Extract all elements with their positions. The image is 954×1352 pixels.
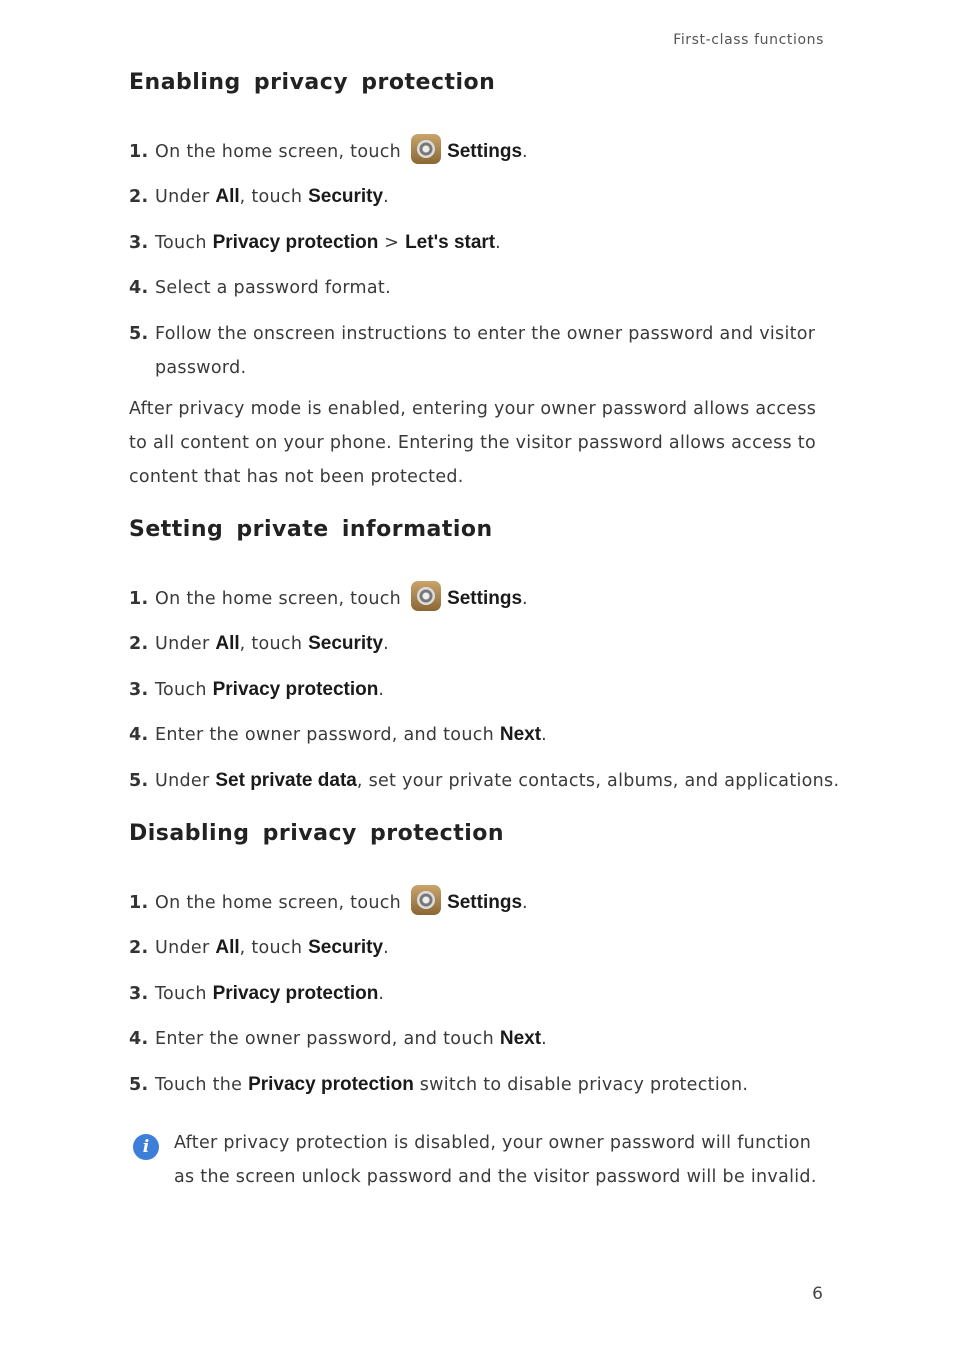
settings-icon	[411, 134, 441, 164]
step-text: switch to disable privacy protection.	[413, 1075, 749, 1095]
step-text: Under	[155, 938, 216, 958]
step-bold: Settings	[447, 141, 523, 162]
step	[129, 226, 849, 260]
paragraph: After privacy mode is enabled, entering your owner password allows access to all content on your phone. Entering the visitor password allows access to content that has not been protected.	[129, 399, 817, 487]
step-text: .	[522, 893, 528, 913]
step	[129, 764, 849, 798]
step-number: 2.	[129, 634, 149, 654]
step-text: , touch	[239, 938, 309, 958]
step-text: >	[378, 233, 406, 253]
step-text: On the home screen, touch	[155, 589, 402, 609]
step-bold: Privacy protection	[212, 679, 379, 700]
step-number: 2.	[129, 187, 149, 207]
step	[129, 931, 849, 965]
step-text: , touch	[239, 634, 309, 654]
step-text: Under	[155, 187, 216, 207]
step	[129, 977, 849, 1011]
step-bold: Next	[499, 1028, 542, 1049]
step-text: Touch	[155, 233, 213, 253]
step-bold: All	[215, 186, 240, 207]
step-number: 5.	[129, 324, 149, 344]
step-bold: Next	[499, 724, 542, 745]
step	[129, 317, 849, 385]
step	[129, 271, 849, 305]
step-bold: Settings	[447, 588, 523, 609]
step-text: On the home screen, touch	[155, 142, 402, 162]
step-text: .	[541, 1029, 547, 1049]
step-text: Touch the	[155, 1075, 249, 1095]
section-title-disabling: Disabling privacy protection	[129, 821, 505, 846]
step-text: Enter the owner password, and touch	[155, 725, 500, 745]
settings-icon	[411, 581, 441, 611]
note-line: After privacy protection is disabled, your owner password will function	[174, 1133, 812, 1153]
step-number: 4.	[129, 1029, 149, 1049]
chapter-header: First-class functions	[673, 32, 824, 48]
step-text: .	[383, 187, 389, 207]
step-number: 2.	[129, 938, 149, 958]
step-number: 1.	[129, 589, 149, 609]
step-text: .	[383, 634, 389, 654]
step-text: .	[522, 142, 528, 162]
step-number: 4.	[129, 278, 149, 298]
info-icon: i	[133, 1134, 159, 1160]
step-bold: Privacy protection	[248, 1074, 414, 1095]
step-text: Touch	[155, 680, 213, 700]
step-text: .	[541, 725, 547, 745]
step-text: Follow the onscreen instructions to enter the owner password and visitor	[155, 324, 816, 344]
step-text: .	[383, 938, 389, 958]
step-text: On the home screen, touch	[155, 893, 402, 913]
step-bold: Settings	[447, 892, 523, 913]
step-text: Under	[155, 771, 216, 791]
step	[129, 1068, 849, 1102]
step	[129, 718, 849, 752]
step-text: Select a password format.	[155, 278, 391, 298]
step-bold: Set private data	[215, 770, 357, 791]
step	[129, 134, 849, 169]
note-text	[174, 1126, 834, 1194]
step-continuation: password.	[155, 358, 247, 378]
step-text: Under	[155, 634, 216, 654]
step-bold: Security	[308, 633, 384, 654]
step-bold: Security	[308, 937, 384, 958]
step-number: 3.	[129, 984, 149, 1004]
step	[129, 627, 849, 661]
step-text: Touch	[155, 984, 213, 1004]
step-number: 1.	[129, 142, 149, 162]
step-number: 1.	[129, 893, 149, 913]
step-text: .	[522, 589, 528, 609]
step-number: 4.	[129, 725, 149, 745]
step-number: 3.	[129, 233, 149, 253]
settings-icon	[411, 885, 441, 915]
step	[129, 1022, 849, 1056]
step-text: .	[378, 680, 385, 700]
step-text: .	[378, 984, 385, 1004]
step-text: , set your private contacts, albums, and applications.	[356, 771, 840, 791]
step-bold: All	[215, 937, 240, 958]
step-bold: Privacy protection	[212, 983, 379, 1004]
step	[129, 885, 849, 920]
section-title-setting: Setting private information	[129, 517, 493, 542]
note-line: as the screen unlock password and the visitor password will be invalid.	[174, 1167, 817, 1187]
step-number: 3.	[129, 680, 149, 700]
page-number: 6	[812, 1284, 823, 1304]
step-bold: Security	[308, 186, 384, 207]
section-title-enabling: Enabling privacy protection	[129, 70, 496, 95]
step-number: 5.	[129, 771, 149, 791]
step-bold: All	[215, 633, 240, 654]
step-bold: Let's start	[405, 232, 496, 253]
step-text: .	[495, 233, 501, 253]
step-text: Enter the owner password, and touch	[155, 1029, 500, 1049]
step	[129, 180, 849, 214]
step-text: , touch	[239, 187, 309, 207]
step	[129, 581, 849, 616]
step	[129, 673, 849, 707]
step-bold: Privacy protection	[212, 232, 379, 253]
step-number: 5.	[129, 1075, 149, 1095]
